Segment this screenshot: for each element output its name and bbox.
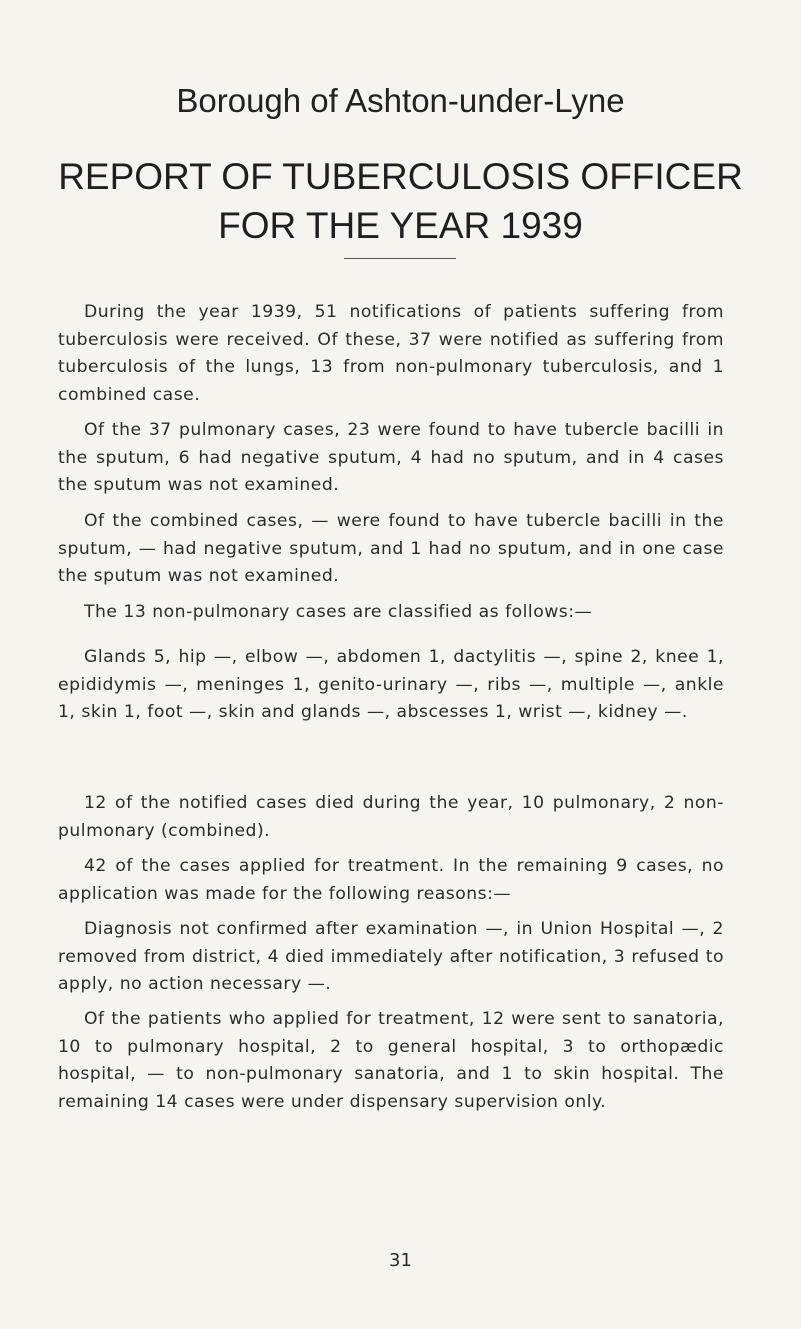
report-title-line-2: FOR THE YEAR 1939 <box>218 205 583 246</box>
paragraph-notifications: During the year 1939, 51 notifications of patients suffering from tuberculosis were received. Of these, 37 were notified as suffering from tuberculosis of the lungs, 13 from non-pulmonary tuberculosis, and 1 combined case. <box>58 302 724 405</box>
paragraph-non-pulmonary-classification: Glands 5, hip —, elbow —, abdomen 1, dactylitis —, spine 2, knee 1, epididymis —, meninges 1, genito-urinary —, ribs —, multiple —, ankle 1, skin 1, foot —, skin and glands —, abscesses 1, wrist —, kidney —. <box>58 647 724 723</box>
paragraph-non-pulmonary-intro: The 13 non-pulmonary cases are classified as follows:— <box>84 602 593 623</box>
paragraph-reasons: Diagnosis not confirmed after examination —, in Union Hospital —, 2 removed from district, 4 died immediately after notification, 3 refused to apply, no action necessary —. <box>58 919 724 995</box>
paragraph-deaths: 12 of the notified cases died during the year, 10 pulmonary, 2 non-pulmonary (combined). <box>58 793 724 841</box>
paragraph-pulmonary-cases: Of the 37 pulmonary cases, 23 were found to have tubercle bacilli in the sputum, 6 had negative sputum, 4 had no sputum, and in 4 cases the sputum was not examined. <box>58 420 724 496</box>
paragraph-treatment-applications: 42 of the cases applied for treatment. In the remaining 9 cases, no application was made for the following reasons:— <box>58 856 724 904</box>
paragraph-treatment-destinations: Of the patients who applied for treatment, 12 were sent to sanatoria, 10 to pulmonary hospital, 2 to general hospital, 3 to orthopædic hospital, — to non-pulmonary sanatoria, and 1 to skin hospital. The remaining 14 cases were under dispensary supervision only. <box>58 1009 724 1112</box>
paragraph-combined-cases: Of the combined cases, — were found to have tubercle bacilli in the sputum, — had negative sputum, and 1 had no sputum, and in one case the sputum was not examined. <box>58 511 724 587</box>
page-number: 31 <box>389 1250 412 1271</box>
borough-heading: Borough of Ashton-under-Lyne <box>176 82 625 119</box>
title-divider <box>344 258 456 259</box>
report-title-line-1: REPORT OF TUBERCULOSIS OFFICER <box>58 156 743 197</box>
report-title <box>0 152 801 250</box>
